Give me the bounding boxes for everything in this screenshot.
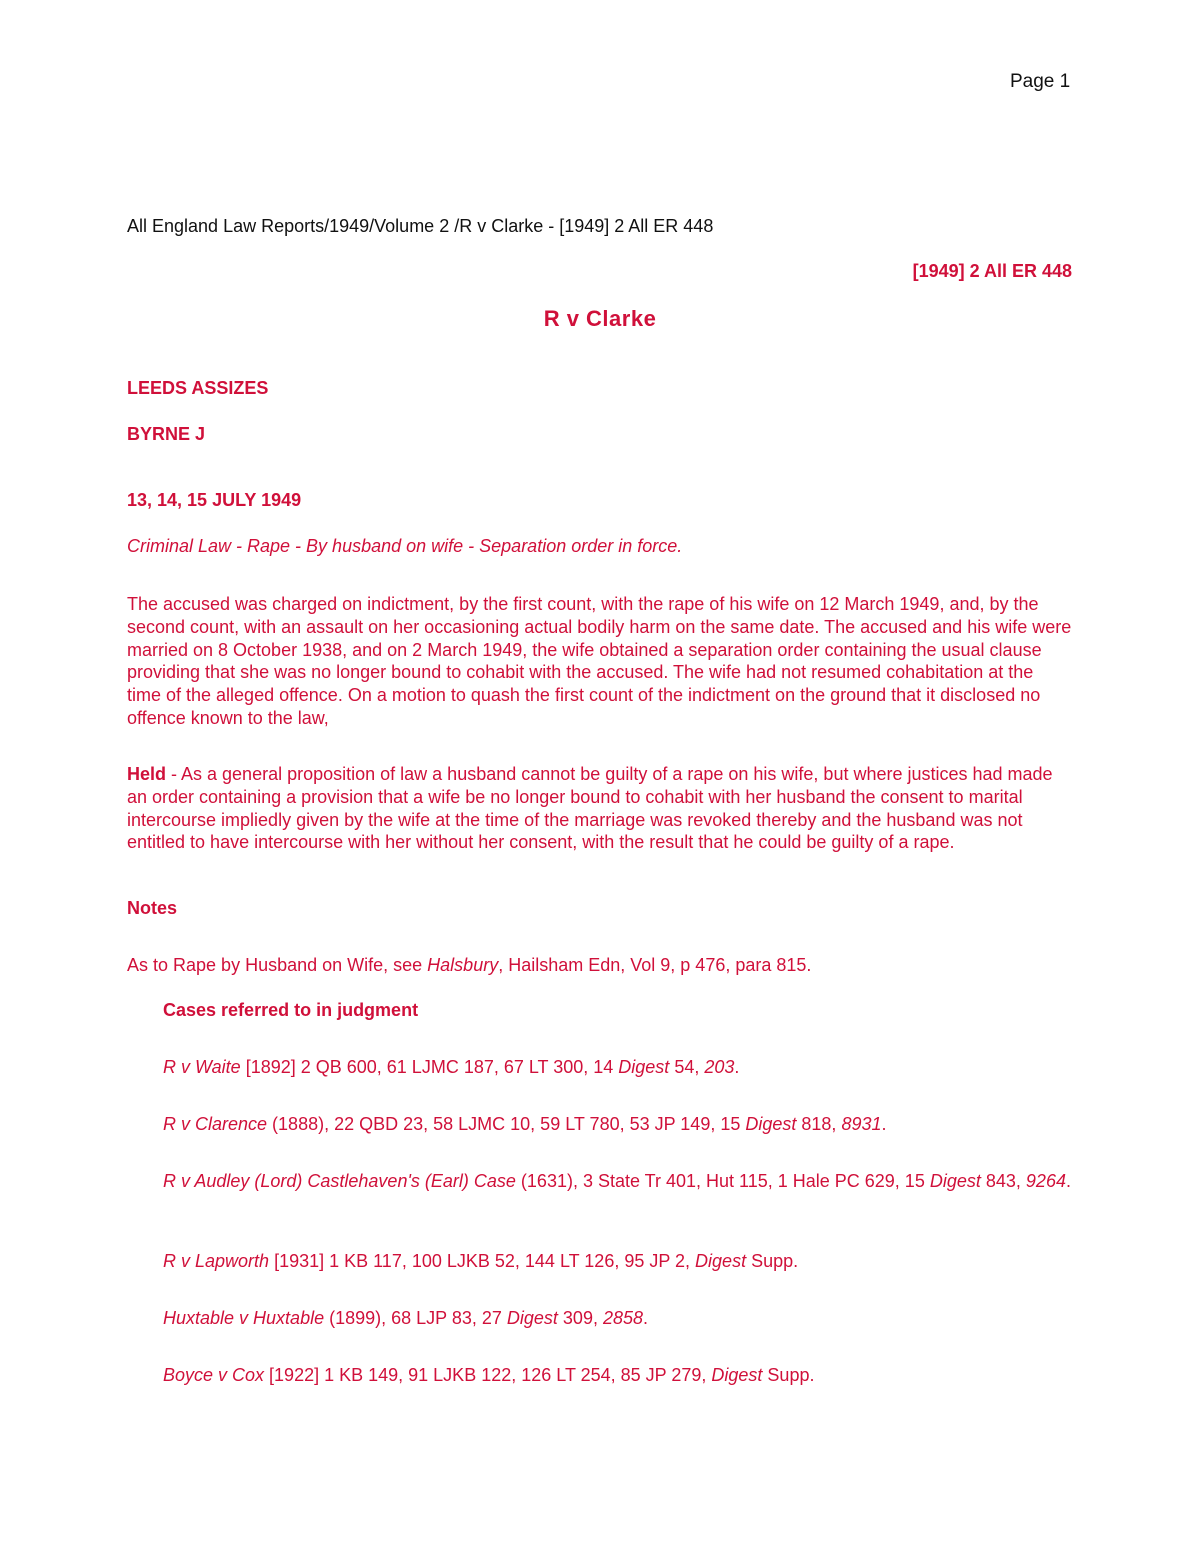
case-reference-digest-ref: Supp (762, 1365, 810, 1385)
case-reference (163, 1170, 1073, 1193)
case-reference-digest-ref: Supp (746, 1251, 794, 1271)
case-reference-citation: (1899), 68 LJP 83, 27 (324, 1308, 507, 1328)
notes-source: Halsbury (427, 955, 499, 975)
case-reference-digest-ref: 54, (669, 1057, 705, 1077)
held-text: - As a general proposition of law a husband cannot be guilty of a rape on his wife, but where justices had made an order containing a provision that a wife be no longer bound to cohabit with her husband the consent to marital intercourse impliedly given by the wife at the time of the marriage was revoked thereby and the husband was not entitled to have intercourse with her without her consent, with the result that he could be guilty of a rape. (127, 764, 1053, 853)
headnote-held (127, 763, 1072, 854)
case-reference-name: R v Lapworth (163, 1251, 270, 1271)
court-name: LEEDS ASSIZES (127, 378, 269, 398)
case-reference-end: . (793, 1251, 799, 1271)
case-reference-end: . (1065, 1171, 1071, 1191)
case-reference-name: R v Clarence (163, 1114, 268, 1134)
judge-name: BYRNE J (127, 424, 206, 444)
case-reference-end: . (881, 1114, 887, 1134)
case-reference-name: Boyce v Cox (163, 1365, 265, 1385)
cases-referred-heading: Cases referred to in judgment (163, 1000, 419, 1020)
case-reference-digest: Digest (929, 1171, 981, 1191)
case-reference-name: R v Audley (Lord) Castlehaven's (Earl) Case (163, 1171, 516, 1191)
notes-text-before: As to Rape by Husband on Wife, see (127, 955, 428, 975)
notes-text-after: , Hailsham Edn, Vol 9, p 476, para 815. (498, 955, 812, 975)
catchwords: Criminal Law - Rape - By husband on wife - Separation order in force. (127, 536, 683, 556)
case-reference (163, 1250, 1073, 1273)
case-reference-end: . (734, 1057, 740, 1077)
notes-heading: Notes (127, 898, 178, 918)
case-reference-digest-ref: 843, (980, 1171, 1026, 1191)
case-reference (163, 1113, 1073, 1136)
case-reference-name: Huxtable v Huxtable (163, 1308, 325, 1328)
case-reference (163, 1056, 1073, 1079)
hearing-dates: 13, 14, 15 JULY 1949 (127, 490, 302, 510)
case-reference-citation: [1892] 2 QB 600, 61 LJMC 187, 67 LT 300, 14 (240, 1057, 619, 1077)
case-reference (163, 1364, 1073, 1387)
case-reference-digest: Digest (618, 1057, 670, 1077)
case-reference-number: 203 (704, 1057, 735, 1077)
case-reference-citation: [1922] 1 KB 149, 91 LJKB 122, 126 LT 254, 85 JP 279, (264, 1365, 712, 1385)
source-line: All England Law Reports/1949/Volume 2 /R v Clarke - [1949] 2 All ER 448 (127, 216, 714, 236)
case-reference-end: . (643, 1308, 649, 1328)
case-reference-digest: Digest (695, 1251, 747, 1271)
case-reference-digest-ref: 818, (796, 1114, 842, 1134)
case-reference-digest: Digest (711, 1365, 763, 1385)
case-reference-digest: Digest (506, 1308, 558, 1328)
citation: [1949] 2 All ER 448 (912, 261, 1072, 281)
notes-text (127, 955, 811, 976)
case-reference-name: R v Waite (163, 1057, 241, 1077)
case-title: R v Clarke (543, 306, 657, 331)
page-number: Page 1 (1010, 71, 1071, 92)
case-reference-number: 8931 (841, 1114, 882, 1134)
case-reference-digest-ref: 309, (557, 1308, 603, 1328)
case-reference (163, 1307, 1073, 1330)
headnote-facts: The accused was charged on indictment, by the first count, with the rape of his wife on 12 March 1949, and, by the second count, with an assault on her occasioning actual bodily harm on the same date. The accused and his wife were married on 8 October 1938, and on 2 March 1949, the wife obtained a separation order containing the usual clause providing that she was no longer bound to cohabit with the accused. The wife had not resumed cohabitation at the time of the alleged offence. On a motion to quash the first count of the indictment on the ground that it disclosed no offence known to the law, (127, 594, 1072, 728)
case-reference-digest: Digest (745, 1114, 797, 1134)
case-reference-citation: (1631), 3 State Tr 401, Hut 115, 1 Hale PC 629, 15 (515, 1171, 930, 1191)
case-reference-citation: (1888), 22 QBD 23, 58 LJMC 10, 59 LT 780, 53 JP 149, 15 (267, 1114, 746, 1134)
case-reference-number: 2858 (602, 1308, 644, 1328)
held-label: Held (127, 764, 167, 784)
case-reference-citation: [1931] 1 KB 117, 100 LJKB 52, 144 LT 126, 95 JP 2, (269, 1251, 696, 1271)
case-reference-end: . (809, 1365, 815, 1385)
case-reference-number: 9264 (1025, 1171, 1066, 1191)
